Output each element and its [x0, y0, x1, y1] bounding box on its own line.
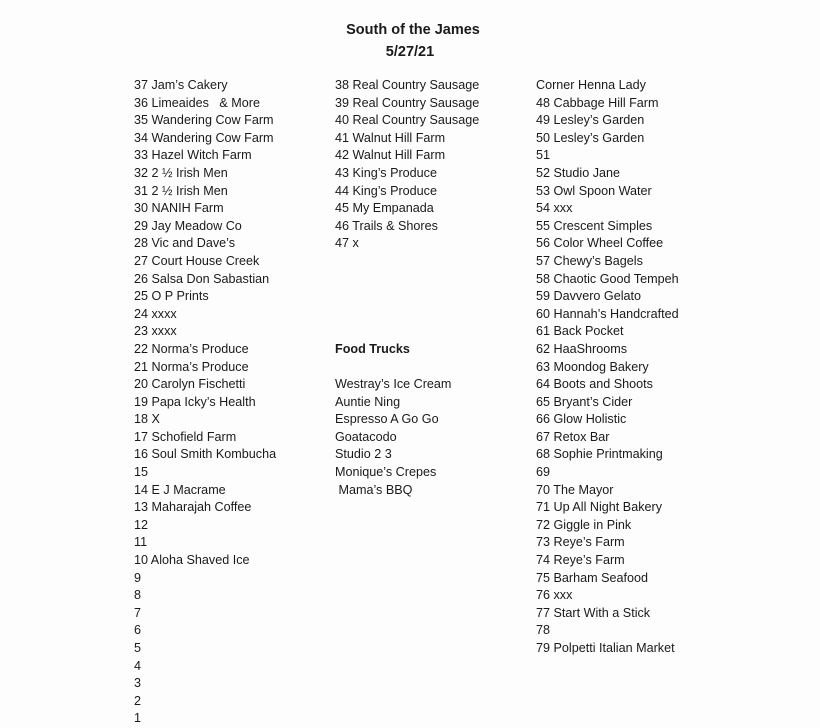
vendor-list-item: 48 Cabbage Hill Farm [536, 95, 659, 110]
blank-line [335, 323, 525, 341]
vendor-list-item: 36 Limeaides & More [134, 95, 260, 110]
vendor-list-item: 71 Up All Night Bakery [536, 500, 662, 515]
vendor-list-item: 6 [134, 623, 142, 638]
vendor-list-item: 62 HaaShrooms [536, 341, 628, 356]
vendor-list-item: 46 Trails & Shores [335, 218, 438, 233]
vendor-list-item: 43 King’s Produce [335, 165, 437, 180]
page-date: 5/27/21 [385, 44, 435, 60]
vendor-list-item: 12 [134, 517, 149, 532]
vendor-list-item: 15 [134, 465, 149, 480]
vendor-list-item: 19 Papa Icky’s Health [134, 394, 256, 409]
vendor-list-item: 39 Real Country Sausage [335, 95, 480, 110]
food-truck-item: Goatacodo [335, 429, 397, 444]
vendor-list-item: 29 Jay Meadow Co [134, 218, 242, 233]
vendor-list-item: 68 Sophie Printmaking [536, 447, 663, 462]
vendor-list-item: 69 [536, 465, 551, 480]
vendor-list-item: 16 Soul Smith Kombucha [134, 447, 277, 462]
vendor-column-right [536, 77, 766, 658]
vendor-list-item: 24 xxxx [134, 306, 177, 321]
vendor-list-item: 17 Schofield Farm [134, 429, 237, 444]
food-truck-item: Studio 2 3 [335, 447, 392, 462]
blank-line [335, 271, 525, 289]
vendor-list-item: 79 Polpetti Italian Market [536, 641, 675, 655]
vendor-list-item: 57 Chewy’s Bagels [536, 253, 643, 268]
vendor-list-item: 76 xxx [536, 588, 573, 603]
vendor-list-item: 59 Davvero Gelato [536, 289, 642, 304]
vendor-list-item: Corner Henna Lady [536, 78, 646, 92]
blank-line [335, 288, 525, 306]
vendor-list-item: 78 [536, 623, 551, 638]
vendor-list-item: 13 Maharajah Coffee [134, 500, 252, 515]
food-trucks-heading: Food Trucks [335, 341, 410, 356]
vendor-list-item: 41 Walnut Hill Farm [335, 130, 446, 145]
vendor-list-item: 53 Owl Spoon Water [536, 183, 652, 198]
vendor-list-item: 25 O P Prints [134, 289, 209, 304]
vendor-list-item: 70 The Mayor [536, 482, 614, 497]
vendor-list-item: 74 Reye’s Farm [536, 553, 625, 568]
vendor-list-item: 54 xxx [536, 201, 573, 216]
vendor-list-item: 20 Carolyn Fischetti [134, 377, 246, 392]
vendor-list-item: 56 Color Wheel Coffee [536, 236, 664, 251]
document-header [0, 20, 820, 63]
food-truck-item: Monique’s Crepes [335, 465, 437, 480]
vendor-list-item: 66 Glow Holistic [536, 412, 627, 427]
vendor-list-item: 61 Back Pocket [536, 324, 624, 339]
vendor-list-item: 31 2 ½ Irish Men [134, 183, 228, 198]
vendor-list-item: 40 Real Country Sausage [335, 113, 480, 128]
vendor-list-item: 60 Hannah’s Handcrafted [536, 306, 679, 321]
vendor-column-middle [335, 77, 525, 499]
vendor-list-item: 51 [536, 148, 551, 163]
vendor-list-item: 8 [134, 588, 142, 603]
vendor-list-item: 64 Boots and Shoots [536, 377, 653, 392]
vendor-list-item: 63 Moondog Bakery [536, 359, 649, 374]
vendor-list-item: 18 X [134, 412, 160, 427]
vendor-list-item: 33 Hazel Witch Farm [134, 148, 252, 163]
vendor-list-item: 3 [134, 676, 142, 691]
blank-line [335, 253, 525, 271]
blank-line [335, 359, 525, 377]
vendor-list-item: 10 Aloha Shaved Ice [134, 553, 250, 568]
vendor-list-item: 4 [134, 658, 142, 673]
vendor-list-item: 14 E J Macrame [134, 482, 226, 497]
vendor-list-item: 55 Crescent Simples [536, 218, 653, 233]
vendor-list-item: 23 xxxx [134, 324, 177, 339]
vendor-list-item: 7 [134, 605, 142, 620]
vendor-list-item: 49 Lesley’s Garden [536, 113, 645, 128]
vendor-list-item: 30 NANIH Farm [134, 201, 224, 216]
vendor-list-item: 58 Chaotic Good Tempeh [536, 271, 679, 286]
blank-line [335, 306, 525, 324]
vendor-list-item: 5 [134, 641, 142, 655]
vendor-list-item: 44 King’s Produce [335, 183, 437, 198]
vendor-list-item: 73 Reye’s Farm [536, 535, 625, 550]
vendor-list-item: 32 2 ½ Irish Men [134, 165, 228, 180]
vendor-list-item: 1 [134, 711, 142, 726]
vendor-list-item: 34 Wandering Cow Farm [134, 130, 274, 145]
vendor-list-item: 47 x [335, 236, 359, 251]
vendor-list-item: 37 Jam’s Cakery [134, 78, 228, 92]
vendor-list-item: 2 [134, 693, 142, 708]
vendor-list-item: 11 [134, 535, 148, 550]
vendor-list-item: 45 My Empanada [335, 201, 434, 216]
vendor-column-left [134, 77, 324, 728]
vendor-list-item: 75 Barham Seafood [536, 570, 649, 585]
food-truck-list [335, 376, 525, 499]
vendor-list-item: 28 Vic and Dave’s [134, 236, 236, 251]
vendor-list-item: 21 Norma’s Produce [134, 359, 249, 374]
food-truck-item: Auntie Ning [335, 394, 401, 409]
vendor-list-middle [335, 77, 525, 253]
vendor-list-item: 38 Real Country Sausage [335, 78, 480, 92]
vendor-list-item: 26 Salsa Don Sabastian [134, 271, 270, 286]
vendor-list-item: 65 Bryant’s Cider [536, 394, 633, 409]
vendor-list-item: 50 Lesley’s Garden [536, 130, 645, 145]
vendor-list-item: 9 [134, 570, 142, 585]
food-truck-item: Espresso A Go Go [335, 412, 439, 427]
vendor-list-item: 67 Retox Bar [536, 429, 610, 444]
vendor-list-item: 52 Studio Jane [536, 165, 621, 180]
food-truck-item: Mama’s BBQ [335, 482, 413, 497]
vendor-list-item: 77 Start With a Stick [536, 605, 651, 620]
vendor-list-item: 35 Wandering Cow Farm [134, 113, 274, 128]
food-truck-item: Westray’s Ice Cream [335, 377, 452, 392]
vendor-list-item: 42 Walnut Hill Farm [335, 148, 446, 163]
vendor-list-item: 22 Norma’s Produce [134, 341, 249, 356]
vendor-list-item: 27 Court House Creek [134, 253, 260, 268]
page-title: South of the James [346, 22, 480, 38]
vendor-list-item: 72 Giggle in Pink [536, 517, 632, 532]
